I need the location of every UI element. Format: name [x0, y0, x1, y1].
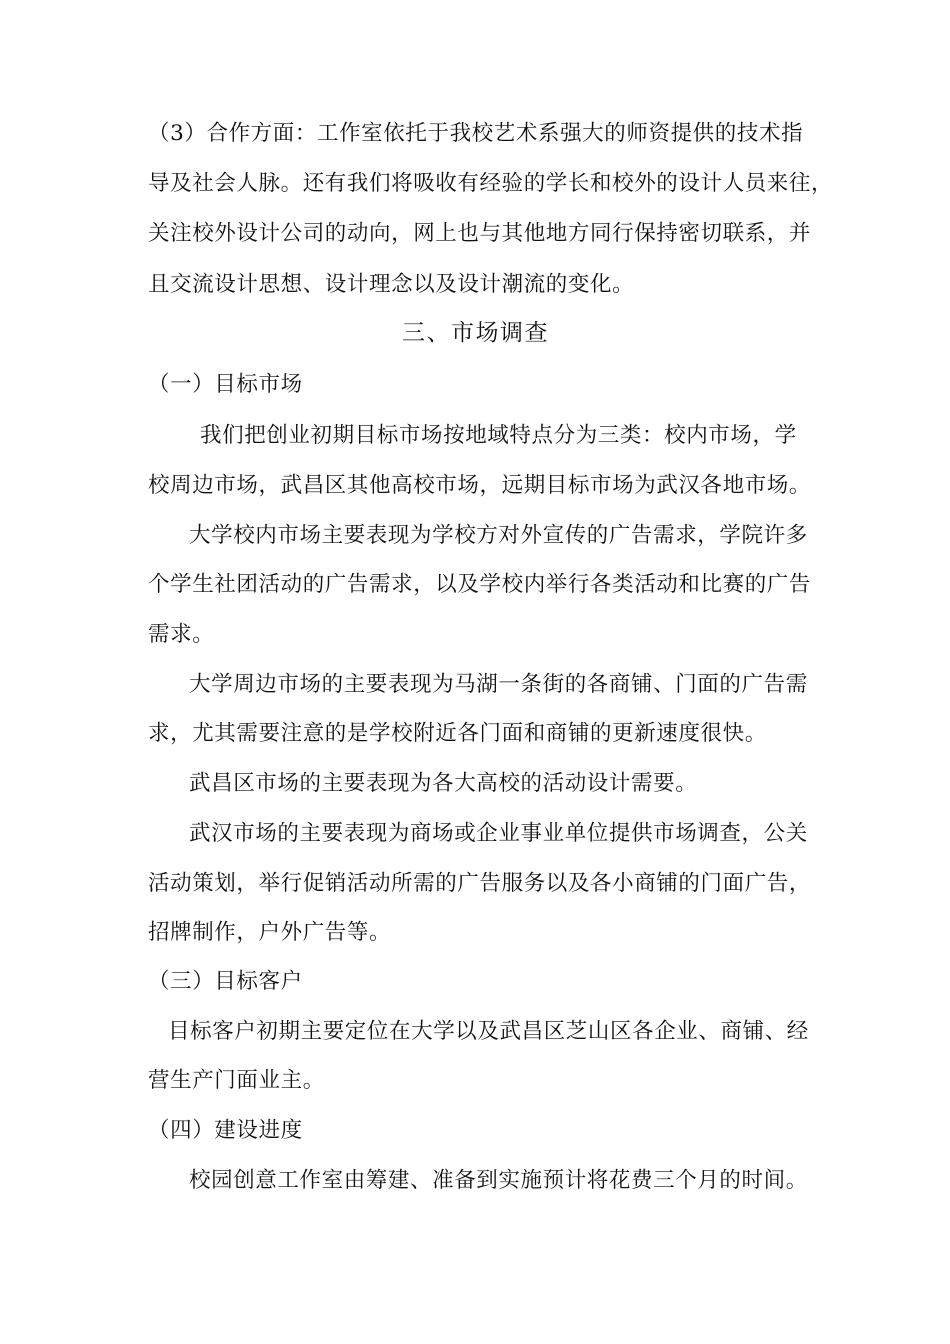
- paragraph-line: 校周边市场，武昌区其他高校市场，远期目标市场为武汉各地市场。: [148, 473, 812, 498]
- paragraph-line: 关注校外设计公司的动向，网上也与其他地方同行保持密切联系，并: [148, 221, 812, 246]
- paragraph-line: 导及社会人脉。还有我们将吸收有经验的学长和校外的设计人员来往，: [148, 171, 834, 196]
- paragraph-line: 我们把创业初期目标市场按地域特点分为三类：校内市场，学: [200, 423, 797, 448]
- paragraph-line: 武汉市场的主要表现为商场或企业事业单位提供市场调查，公关: [189, 821, 808, 846]
- paragraph-line: 求，尤其需要注意的是学校附近各门面和商铺的更新速度很快。: [148, 721, 767, 746]
- subsection-heading: （三）目标客户: [148, 969, 303, 994]
- paragraph-line: 目标客户初期主要定位在大学以及武昌区芝山区各企业、商铺、经: [168, 1019, 809, 1044]
- paragraph-line: 武昌区市场的主要表现为各大高校的活动设计需要。: [189, 771, 698, 796]
- paragraph-line: 大学校内市场主要表现为学校方对外宣传的广告需求，学院许多: [189, 523, 808, 548]
- paragraph-line: 活动策划，举行促销活动所需的广告服务以及各小商铺的门面广告，: [148, 871, 812, 896]
- paragraph-line: 需求。: [148, 622, 215, 647]
- subsection-heading: （四）建设进度: [148, 1118, 303, 1143]
- paragraph-line: 个学生社团活动的广告需求，以及学校内举行各类活动和比赛的广告: [148, 572, 812, 597]
- subsection-heading: （一）目标市场: [148, 372, 303, 397]
- paragraph-line: 大学周边市场的主要表现为马湖一条街的各商铺、门面的广告需: [189, 672, 808, 697]
- paragraph-line: 且交流设计思想、设计理念以及设计潮流的变化。: [148, 272, 635, 297]
- paragraph-line: 招牌制作，户外广告等。: [148, 920, 392, 945]
- paragraph-line: 校园创意工作室由筹建、准备到实施预计将花费三个月的时间。: [189, 1168, 808, 1193]
- section-title: 三、市场调查: [402, 320, 549, 346]
- paragraph-line: 营生产门面业主。: [148, 1068, 325, 1093]
- paragraph-line: （3）合作方面：工作室依托于我校艺术系强大的师资提供的技术指: [148, 121, 804, 146]
